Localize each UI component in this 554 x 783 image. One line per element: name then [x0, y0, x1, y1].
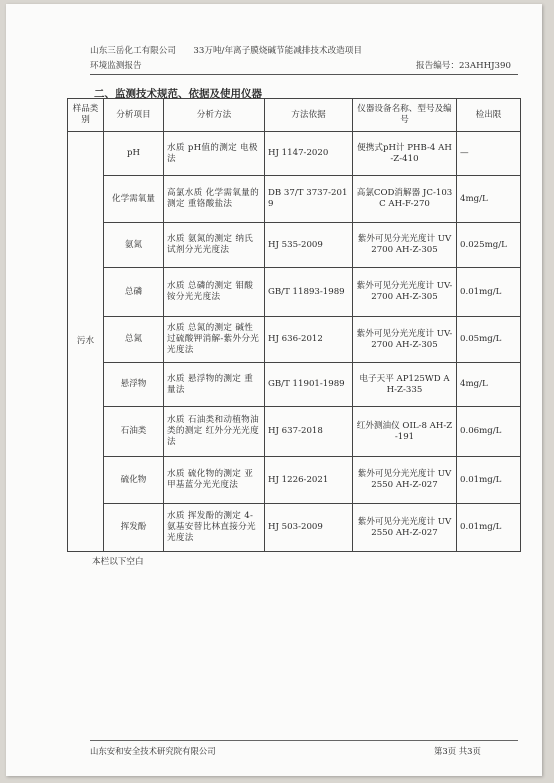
cell-limit: 0.06mg/L — [457, 407, 521, 457]
section-title: 二、监测技术规范、依据及使用仪器 — [94, 88, 262, 100]
header-item: 分析项目 — [104, 99, 164, 132]
table-row — [68, 407, 521, 457]
cell-method: 水质 硫化物的测定 亚甲基蓝分光光度法 — [164, 457, 265, 504]
footer-page-number: 第3页 共3页 — [434, 746, 481, 756]
table-row — [68, 268, 521, 317]
cell-method: 水质 pH值的测定 电极法 — [164, 132, 265, 176]
cell-item: 总磷 — [104, 268, 164, 317]
cell-instrument: 紫外可见分光光度计 UV2550 AH-Z-027 — [353, 457, 457, 504]
table-row — [68, 504, 521, 552]
cell-basis: HJ 503-2009 — [265, 504, 353, 552]
cell-limit: 0.01mg/L — [457, 268, 521, 317]
cell-instrument: 便携式pH计 PHB-4 AH-Z-410 — [353, 132, 457, 176]
footer-institute: 山东安和安全技术研究院有限公司 — [90, 746, 216, 756]
doc-type: 环境监测报告 — [90, 61, 142, 71]
header-divider — [90, 74, 518, 75]
footer-divider — [90, 740, 518, 741]
header-method: 分析方法 — [164, 99, 265, 132]
cell-method: 水质 挥发酚的测定 4-氨基安替比林直接分光光度法 — [164, 504, 265, 552]
header-basis: 方法依据 — [265, 99, 353, 132]
table-row — [68, 457, 521, 504]
cell-item: 硫化物 — [104, 457, 164, 504]
header-line-1 — [90, 44, 362, 56]
cell-instrument: 紫外可见分光光度计 UV-2700 AH-Z-305 — [353, 268, 457, 317]
cell-item: pH — [104, 132, 164, 176]
cell-method: 水质 石油类和动植物油类的测定 红外分光光度法 — [164, 407, 265, 457]
cell-item: 石油类 — [104, 407, 164, 457]
cell-instrument: 紫外可见分光光度计 UV2700 AH-Z-305 — [353, 223, 457, 268]
cell-limit: — — [457, 132, 521, 176]
cell-limit: 0.01mg/L — [457, 504, 521, 552]
cell-item: 化学需氧量 — [104, 176, 164, 223]
cell-basis: DB 37/T 3737-2019 — [265, 176, 353, 223]
sample-type-cell: 污水 — [68, 132, 104, 552]
cell-limit: 0.05mg/L — [457, 317, 521, 363]
cell-method: 水质 总氮的测定 碱性过硫酸钾消解-紫外分光光度法 — [164, 317, 265, 363]
cell-instrument: 紫外可见分光光度计 UV2550 AH-Z-027 — [353, 504, 457, 552]
cell-item: 总氮 — [104, 317, 164, 363]
header-sample-type: 样品类别 — [68, 99, 104, 132]
cell-limit: 0.01mg/L — [457, 457, 521, 504]
cell-method: 水质 总磷的测定 钼酸铵分光光度法 — [164, 268, 265, 317]
report-number: 报告编号：23AHHJ390 — [416, 61, 511, 71]
header-limit: 检出限 — [457, 99, 521, 132]
table-row — [68, 176, 521, 223]
header-instrument: 仪器设备名称、型号及编号 — [353, 99, 457, 132]
cell-basis: GB/T 11901-1989 — [265, 363, 353, 407]
cell-limit: 4mg/L — [457, 176, 521, 223]
cell-basis: HJ 636-2012 — [265, 317, 353, 363]
cell-basis: HJ 535-2009 — [265, 223, 353, 268]
cell-basis: HJ 1147-2020 — [265, 132, 353, 176]
cell-method: 高氯水质 化学需氧量的测定 重铬酸盐法 — [164, 176, 265, 223]
cell-method: 水质 悬浮物的测定 重量法 — [164, 363, 265, 407]
monitoring-methods-table — [67, 98, 521, 552]
cell-instrument: 高氯COD消解器 JC-103C AH-F-270 — [353, 176, 457, 223]
cell-basis: HJ 637-2018 — [265, 407, 353, 457]
table-row — [68, 132, 521, 176]
table-header-row — [68, 99, 521, 132]
company-name: 山东三岳化工有限公司 — [90, 46, 176, 56]
table-row — [68, 223, 521, 268]
cell-instrument: 电子天平 AP125WD AH-Z-335 — [353, 363, 457, 407]
cell-item: 氨氮 — [104, 223, 164, 268]
cell-method: 水质 氨氮的测定 纳氏试剂分光光度法 — [164, 223, 265, 268]
cell-basis: GB/T 11893-1989 — [265, 268, 353, 317]
cell-instrument: 红外测油仪 OIL-8 AH-Z-191 — [353, 407, 457, 457]
cell-item: 挥发酚 — [104, 504, 164, 552]
cell-instrument: 紫外可见分光光度计 UV-2700 AH-Z-305 — [353, 317, 457, 363]
blank-below-note: 本栏以下空白 — [92, 557, 144, 567]
cell-basis: HJ 1226-2021 — [265, 457, 353, 504]
cell-item: 悬浮物 — [104, 363, 164, 407]
cell-limit: 0.025mg/L — [457, 223, 521, 268]
cell-limit: 4mg/L — [457, 363, 521, 407]
report-page — [6, 4, 542, 776]
table-row — [68, 317, 521, 363]
table-row — [68, 363, 521, 407]
project-name: 33万吨/年离子膜烧碱节能减排技术改造项目 — [193, 46, 362, 56]
